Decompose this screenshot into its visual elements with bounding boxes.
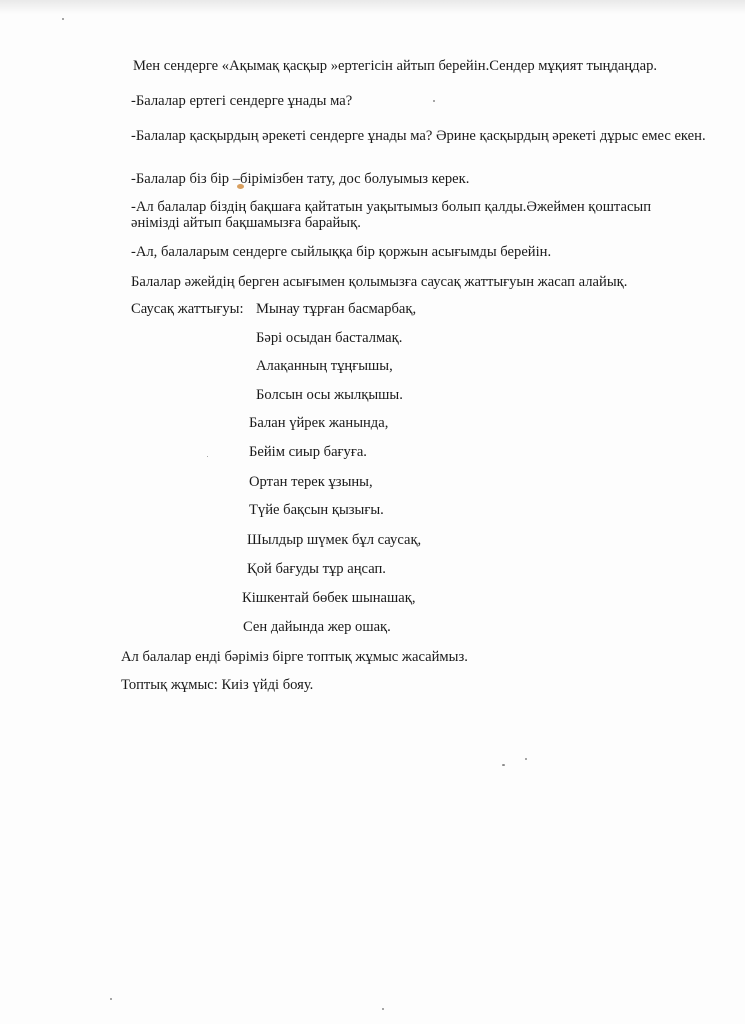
poem-line: Кішкентай бөбек шынашақ,: [242, 590, 416, 606]
poem-line: Қой бағуды тұр аңсап.: [247, 561, 386, 577]
poem-line: Сен дайында жер ошақ.: [243, 619, 391, 635]
scan-speck: [382, 1008, 384, 1010]
scan-speck: [207, 456, 208, 457]
exercise-label: Саусақ жаттығуы:: [131, 301, 244, 317]
scan-top-edge: [0, 0, 745, 14]
scan-speck: [502, 764, 505, 766]
paragraph-question-2: -Балалар қасқырдың әрекеті сендерге ұнады ма? Әрине қасқырдың әрекеті дұрыс емес екен.: [131, 128, 706, 144]
paragraph-group-task: Топтық жұмыс: Киіз үйді бояу.: [121, 677, 314, 693]
paragraph-exercise-intro: Балалар әжейдің берген асығымен қолымызға саусақ жаттығуын жасап алайық.: [131, 274, 628, 290]
poem-line: Балан үйрек жанында,: [249, 415, 389, 431]
poem-line: Болсын осы жылқышы.: [256, 387, 403, 403]
poem-line: Алақанның тұңғышы,: [256, 358, 393, 374]
paragraph-question-1: -Балалар ертегі сендерге ұнады ма?: [131, 93, 353, 109]
scan-speck: [433, 100, 435, 102]
scan-speck: [525, 758, 527, 760]
poem-line: Түйе бақсын қызығы.: [249, 502, 384, 518]
scan-speck: [62, 18, 64, 20]
poem-line: Шылдыр шүмек бұл саусақ,: [247, 532, 422, 548]
paragraph-intro: Мен сендерге «Ақымақ қасқыр »ертегісін айтып берейін.Сендер мұқият тыңдаңдар.: [133, 58, 658, 74]
poem-line: Бейім сиыр бағуға.: [249, 444, 367, 460]
paragraph-return: -Ал балалар біздің бақшаға қайтатын уақытымыз болып қалды.Әжеймен қоштасып әнімізді айтып бақшамызға барайық.: [131, 199, 652, 231]
scan-speck: [110, 998, 112, 1000]
paragraph-gift: -Ал, балаларым сендерге сыйлыққа бір қоржын асығымды берейін.: [131, 244, 552, 260]
paragraph-friendship: -Балалар біз бір –бірімізбен тату, дос болуымыз керек.: [131, 171, 470, 187]
poem-line: Мынау тұрған басмарбақ,: [256, 301, 417, 317]
poem-line: Ортан терек ұзыны,: [249, 474, 373, 490]
poem-line: Бәрі осыдан басталмақ.: [256, 330, 403, 346]
paragraph-group-work: Ал балалар енді бәріміз бірге топтық жұмыс жасаймыз.: [121, 649, 468, 665]
